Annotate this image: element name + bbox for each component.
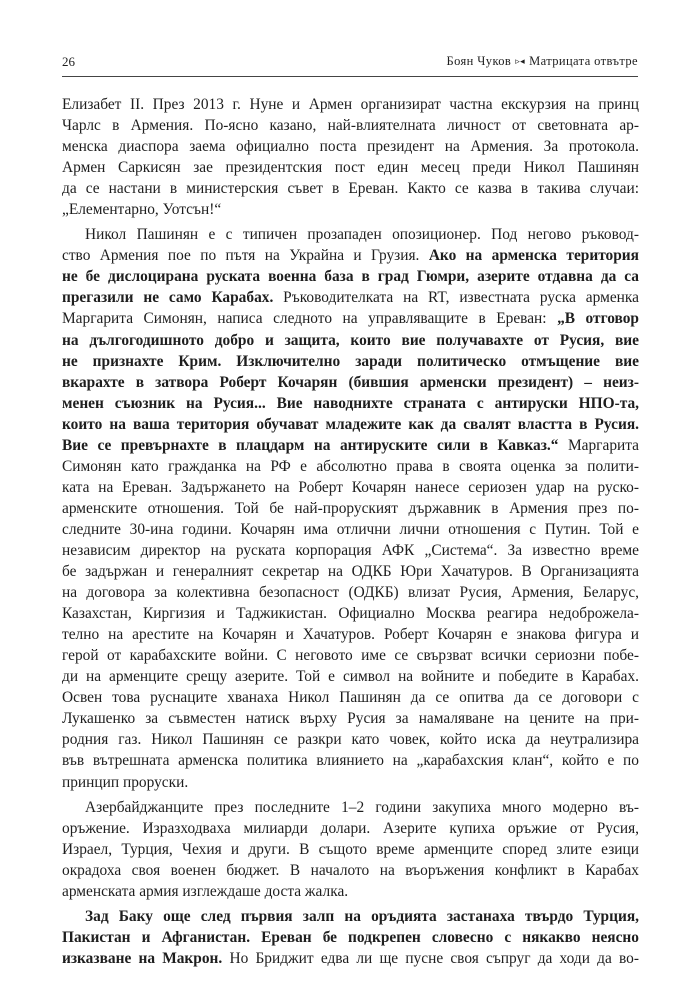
text-line — [62, 582, 639, 603]
body-text — [62, 94, 639, 969]
bold-text-segment: менен съюзник на Русия... Вие наводнихте страната с антируски НПО-та, — [62, 394, 639, 412]
text-segment: независим директор на руската корпорация АФК „Система“. За известно време — [62, 541, 639, 559]
text-segment: принцип проруски. — [62, 773, 189, 791]
text-segment: Азербайджанците през последните 1–2 години закупиха много модерно въ- — [85, 798, 639, 816]
text-line — [62, 666, 639, 687]
text-segment: Армен Саркисян зае президентския пост един месец преди Никол Пашинян — [62, 159, 639, 177]
text-line — [62, 624, 639, 645]
running-head — [447, 54, 638, 69]
bold-text-segment: които на ваша територия обучават младежите как да свалят властта в Русия. — [62, 415, 639, 433]
paragraph — [62, 797, 639, 902]
text-segment: на договора за колективна безопасност (ОДКБ) влизат Русия, Армения, Беларус, — [62, 584, 639, 602]
bold-text-segment: вкарахте в затвора Роберт Кочарян (бившия арменски президент) – неиз- — [62, 373, 639, 391]
text-segment: „Елементарно, Уотсън!“ — [62, 201, 222, 219]
text-line — [62, 178, 639, 199]
bold-text-segment: Пакистан и Афганистан. Ереван бе подкрепен словесно с някакво неясно — [62, 928, 639, 946]
bold-text-segment: „В отговор — [557, 310, 639, 328]
running-head-separator: ▹◂ — [515, 56, 526, 66]
text-segment: Но Бриджит едва ли ще пусне своя съпруг да ходи да во- — [222, 949, 639, 967]
text-line — [62, 115, 639, 136]
text-line — [62, 330, 639, 351]
text-line — [62, 839, 639, 860]
text-line — [62, 860, 639, 881]
text-segment: Освен това руснаците хванаха Никол Пашинян да се опитва да се договори с — [62, 689, 639, 707]
paragraph — [62, 94, 639, 220]
text-line — [62, 927, 639, 948]
bold-text-segment: Ако на арменска територия — [428, 247, 640, 265]
text-segment: във вътрешната арменска политика влиянието на „карабахския клан“, който е по — [62, 752, 639, 770]
text-segment: Елизабет II. През 2013 г. Нуне и Армен организират частна екскурзия на принц — [62, 96, 639, 113]
text-line — [62, 393, 639, 414]
text-segment: Казахстан, Киргизия и Таджикистан. Официално Москва реагира недоброжела- — [62, 605, 639, 623]
text-line — [62, 498, 639, 519]
text-segment: Никол Пашинян е с типичен прозападен опозиционер. Под негово ръковод- — [85, 226, 639, 244]
text-line — [62, 435, 639, 456]
page-header — [62, 50, 638, 77]
bold-text-segment: не бе дислоцирана руската военна база в град Гюмри, азерите отдавна да са — [62, 268, 639, 286]
paragraph — [62, 224, 639, 792]
text-segment: ство Армения пое по пътя на Украйна и Грузия. — [62, 247, 429, 265]
text-segment: герой от карабахските войни. С неговото име се свързват всички сериозни побе- — [62, 647, 639, 665]
text-line — [62, 414, 639, 435]
text-segment: Симонян като гражданка на РФ е абсолютно права в своята оценка за полити- — [62, 457, 639, 475]
text-segment: бе задържан и генералният секретар на ОДКБ Юри Хачатуров. В Организацията — [62, 563, 639, 581]
text-segment: родния газ. Никол Пашинян се разкри като човек, който иска да неутрализира — [62, 731, 639, 749]
text-line — [62, 797, 639, 818]
bold-text-segment: на дългогодишното добро и защита, които вие получавахте от Русия, вие — [62, 331, 639, 349]
text-line — [62, 372, 639, 393]
running-head-author: Боян Чуков — [446, 54, 512, 68]
bold-text-segment: Вие се превърнахте в плацдарм на антируските сили в Кавказ.“ — [62, 436, 559, 454]
text-line — [62, 199, 639, 220]
text-line — [62, 645, 639, 666]
text-line — [62, 94, 639, 115]
text-segment: Ръководителката на RT, известната руска арменка — [273, 289, 639, 307]
text-line — [62, 708, 639, 729]
text-segment: Лукашенко за съвместен натиск върху Русия за намаляване на цените на при- — [62, 710, 639, 728]
text-segment: окрадоха своя военен бюджет. В началото на въоръжения конфликт в Карабах — [62, 861, 639, 879]
text-line — [62, 157, 639, 178]
text-segment: менска диаспора заема официално поста президент на Армения. За протокола. — [62, 138, 639, 156]
text-segment: Израел, Турция, Чехия и други. В същото време арменците според злите езици — [62, 840, 639, 858]
text-line — [62, 519, 639, 540]
text-segment: Чарлс в Армения. По-ясно казано, най-влиятелната личност от световната ар- — [62, 117, 639, 135]
text-segment: следните 30-ина години. Кочарян има отлични лични отношения с Путин. Той е — [62, 520, 639, 538]
text-segment: Маргарита Симонян, написа следното на управляващите в Ереван: — [62, 310, 558, 328]
text-line — [62, 561, 639, 582]
text-segment: оръжение. Изразходваха милиарди долари. Азерите купиха оръжие от Русия, — [62, 819, 639, 837]
text-segment: ди на арменците срещу азерите. Той е символ на войните и победите в Карабах. — [62, 668, 639, 686]
text-segment: да се настани в министерския съвет в Ереван. Както се казва в такива случаи: — [62, 180, 639, 198]
text-line — [62, 818, 639, 839]
text-line — [62, 136, 639, 157]
text-line — [62, 540, 639, 561]
bold-text-segment: Зад Баку още след първия залп на оръдията застанаха твърдо Турция, — [85, 907, 639, 925]
text-line — [62, 603, 639, 624]
running-head-title: Матрицата отвътре — [529, 54, 638, 68]
text-line — [62, 224, 639, 245]
text-line — [62, 772, 639, 793]
text-segment: телно на арестите на Кочарян и Хачатуров. Роберт Кочарян е знакова фигура и — [62, 626, 639, 644]
page-number: 26 — [62, 54, 75, 69]
text-line — [62, 881, 639, 902]
text-line — [62, 308, 639, 329]
text-segment: арменската армия изглеждаше доста жалка. — [62, 882, 349, 900]
text-line — [62, 245, 639, 266]
text-line — [62, 477, 639, 498]
text-line — [62, 750, 639, 771]
text-segment: ката на Ереван. Задържането на Роберт Кочарян нанесе сериозен удар на руско- — [62, 478, 639, 496]
bold-text-segment: изказване на Макрон. — [62, 949, 223, 967]
text-line — [62, 906, 639, 927]
text-segment: Маргарита — [558, 436, 640, 454]
text-line — [62, 729, 639, 750]
paragraph — [62, 906, 639, 969]
text-line — [62, 948, 639, 969]
text-line — [62, 266, 639, 287]
text-line — [62, 687, 639, 708]
text-segment: арменските отношения. Той бе най-проруският държавник в Армения през по- — [62, 499, 639, 517]
text-line — [62, 351, 639, 372]
bold-text-segment: прегазили не само Карабах. — [62, 289, 274, 307]
text-line — [62, 287, 639, 308]
bold-text-segment: не признахте Крим. Изключително заради политическо отмъщение вие — [62, 352, 639, 370]
text-line — [62, 456, 639, 477]
